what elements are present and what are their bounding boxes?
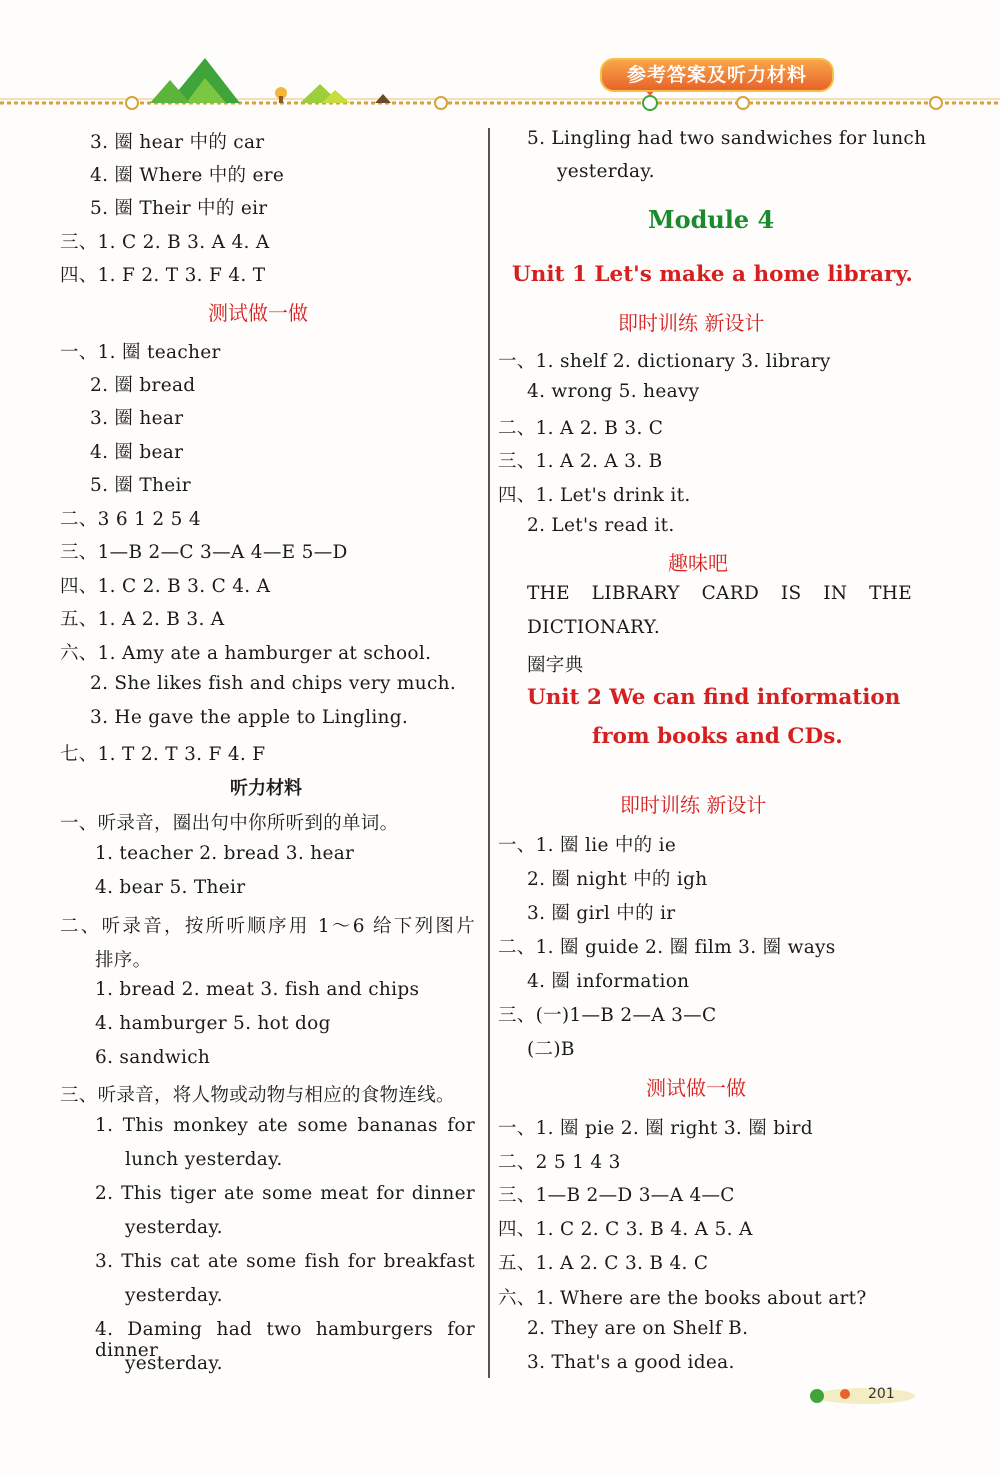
answer-line: yesterday. [125, 1217, 223, 1238]
answer-line: 二、1. 圈 guide 2. 圈 film 3. 圈 ways [498, 937, 836, 958]
answer-line: yesterday. [125, 1353, 223, 1374]
header-decoration [0, 0, 1000, 115]
page-number: 201 [868, 1386, 895, 1402]
answer-line: 5. Lingling had two sandwiches for lunch [527, 128, 927, 149]
answer-line: 六、1. Where are the books about art? [498, 1288, 867, 1309]
answer-line: 三、(一)1—B 2—A 3—C [498, 1005, 717, 1026]
answer-line: 4. 圈 Where 中的 ere [90, 165, 285, 186]
answer-line: 排序。 [95, 950, 152, 971]
answer-line: 三、1—B 2—D 3—A 4—C [498, 1185, 735, 1206]
answer-line: 4. 圈 bear [90, 442, 184, 463]
answer-line: 3. That's a good idea. [527, 1352, 735, 1373]
answer-line: 二、3 6 1 2 5 4 [60, 509, 201, 530]
answer-line: 三、1. C 2. B 3. A 4. A [60, 232, 270, 253]
unit1-title: Unit 1 Let's make a home library. [512, 262, 913, 287]
module-title: Module 4 [648, 205, 775, 234]
section-heading-listening: 听力材料 [230, 778, 302, 799]
answer-line: THE LIBRARY CARD IS IN THE [527, 583, 912, 604]
answer-line: 3. 圈 girl 中的 ir [527, 903, 676, 924]
answer-line: 6. sandwich [95, 1047, 211, 1068]
training-heading-2: 即时训练 新设计 [620, 793, 767, 817]
answer-line: 3. This cat ate some fish for breakfast [95, 1251, 475, 1272]
answer-line: 4. hamburger 5. hot dog [95, 1013, 331, 1034]
answer-line: 五、1. A 2. C 3. B 4. C [498, 1253, 709, 1274]
answer-line: 4. 圈 information [527, 971, 690, 992]
answer-line: 3. 圈 hear 中的 car [90, 132, 265, 153]
answer-line: 一、1. 圈 lie 中的 ie [498, 835, 677, 856]
answer-line: 一、听录音，圈出句中你所听到的单词。 [60, 813, 399, 834]
answer-line: lunch yesterday. [125, 1149, 283, 1170]
answer-line: 二、听录音，按所听顺序用 1～6 给下列图片 [60, 916, 475, 937]
answer-line: 二、1. A 2. B 3. C [498, 418, 664, 439]
answer-line: 二、2 5 1 4 3 [498, 1152, 621, 1173]
answer-line: 2. Let's read it. [527, 515, 675, 536]
answer-line: 1. teacher 2. bread 3. hear [95, 843, 355, 864]
answer-line: 三、听录音，将人物或动物与相应的食物连线。 [60, 1085, 455, 1106]
answer-line: yesterday. [125, 1285, 223, 1306]
page-header [0, 0, 1000, 115]
footer-decoration [805, 1384, 925, 1414]
answer-line: 一、1. 圈 teacher [60, 342, 221, 363]
answer-line: 一、1. shelf 2. dictionary 3. library [498, 351, 831, 372]
answer-line: 5. 圈 Their 中的 eir [90, 198, 268, 219]
answer-line: 三、1—B 2—C 3—A 4—E 5—D [60, 542, 348, 563]
column-divider [488, 128, 490, 1378]
answer-line: 四、1. C 2. B 3. C 4. A [60, 576, 271, 597]
answer-line: 5. 圈 Their [90, 475, 191, 496]
answer-line: 2. 圈 bread [90, 375, 196, 396]
header-title: 参考答案及听力材料 [600, 58, 834, 92]
unit2-title-line2: from books and CDs. [592, 724, 843, 749]
training-heading-1: 即时训练 新设计 [618, 311, 765, 335]
answer-line: 一、1. 圈 pie 2. 圈 right 3. 圈 bird [498, 1118, 813, 1139]
answer-line: 五、1. A 2. B 3. A [60, 609, 225, 630]
answer-line: 四、1. F 2. T 3. F 4. T [60, 265, 266, 286]
answer-line: 3. He gave the apple to Lingling. [90, 707, 409, 728]
answer-line: yesterday. [557, 161, 655, 182]
answer-line: 1. bread 2. meat 3. fish and chips [95, 979, 420, 1000]
unit2-title-line1: Unit 2 We can find information [527, 685, 901, 710]
answer-line: 2. This tiger ate some meat for dinner [95, 1183, 475, 1204]
answer-line: 圈字典 [527, 655, 584, 676]
section-heading-test-2: 测试做一做 [646, 1076, 746, 1100]
answer-line: 三、1. A 2. A 3. B [498, 451, 663, 472]
answer-line: 2. They are on Shelf B. [527, 1318, 749, 1339]
answer-line: 4. wrong 5. heavy [527, 381, 700, 402]
answer-line: 1. This monkey ate some bananas for [95, 1115, 475, 1136]
answer-line: (二)B [527, 1039, 575, 1060]
answer-line: 四、1. C 2. C 3. B 4. A 5. A [498, 1219, 753, 1240]
answer-line: 4. bear 5. Their [95, 877, 246, 898]
answer-line: DICTIONARY. [527, 617, 661, 638]
answer-line: 七、1. T 2. T 3. F 4. F [60, 744, 266, 765]
answer-line: 3. 圈 hear [90, 408, 184, 429]
answer-line: 四、1. Let's drink it. [498, 485, 691, 506]
section-heading-test: 测试做一做 [208, 301, 308, 325]
answer-line: 2. She likes fish and chips very much. [90, 673, 457, 694]
answer-line: 2. 圈 night 中的 igh [527, 869, 708, 890]
fun-heading: 趣味吧 [668, 551, 728, 575]
answer-line: 4. Daming had two hamburgers for dinner [95, 1319, 475, 1361]
answer-line: 六、1. Amy ate a hamburger at school. [60, 643, 432, 664]
